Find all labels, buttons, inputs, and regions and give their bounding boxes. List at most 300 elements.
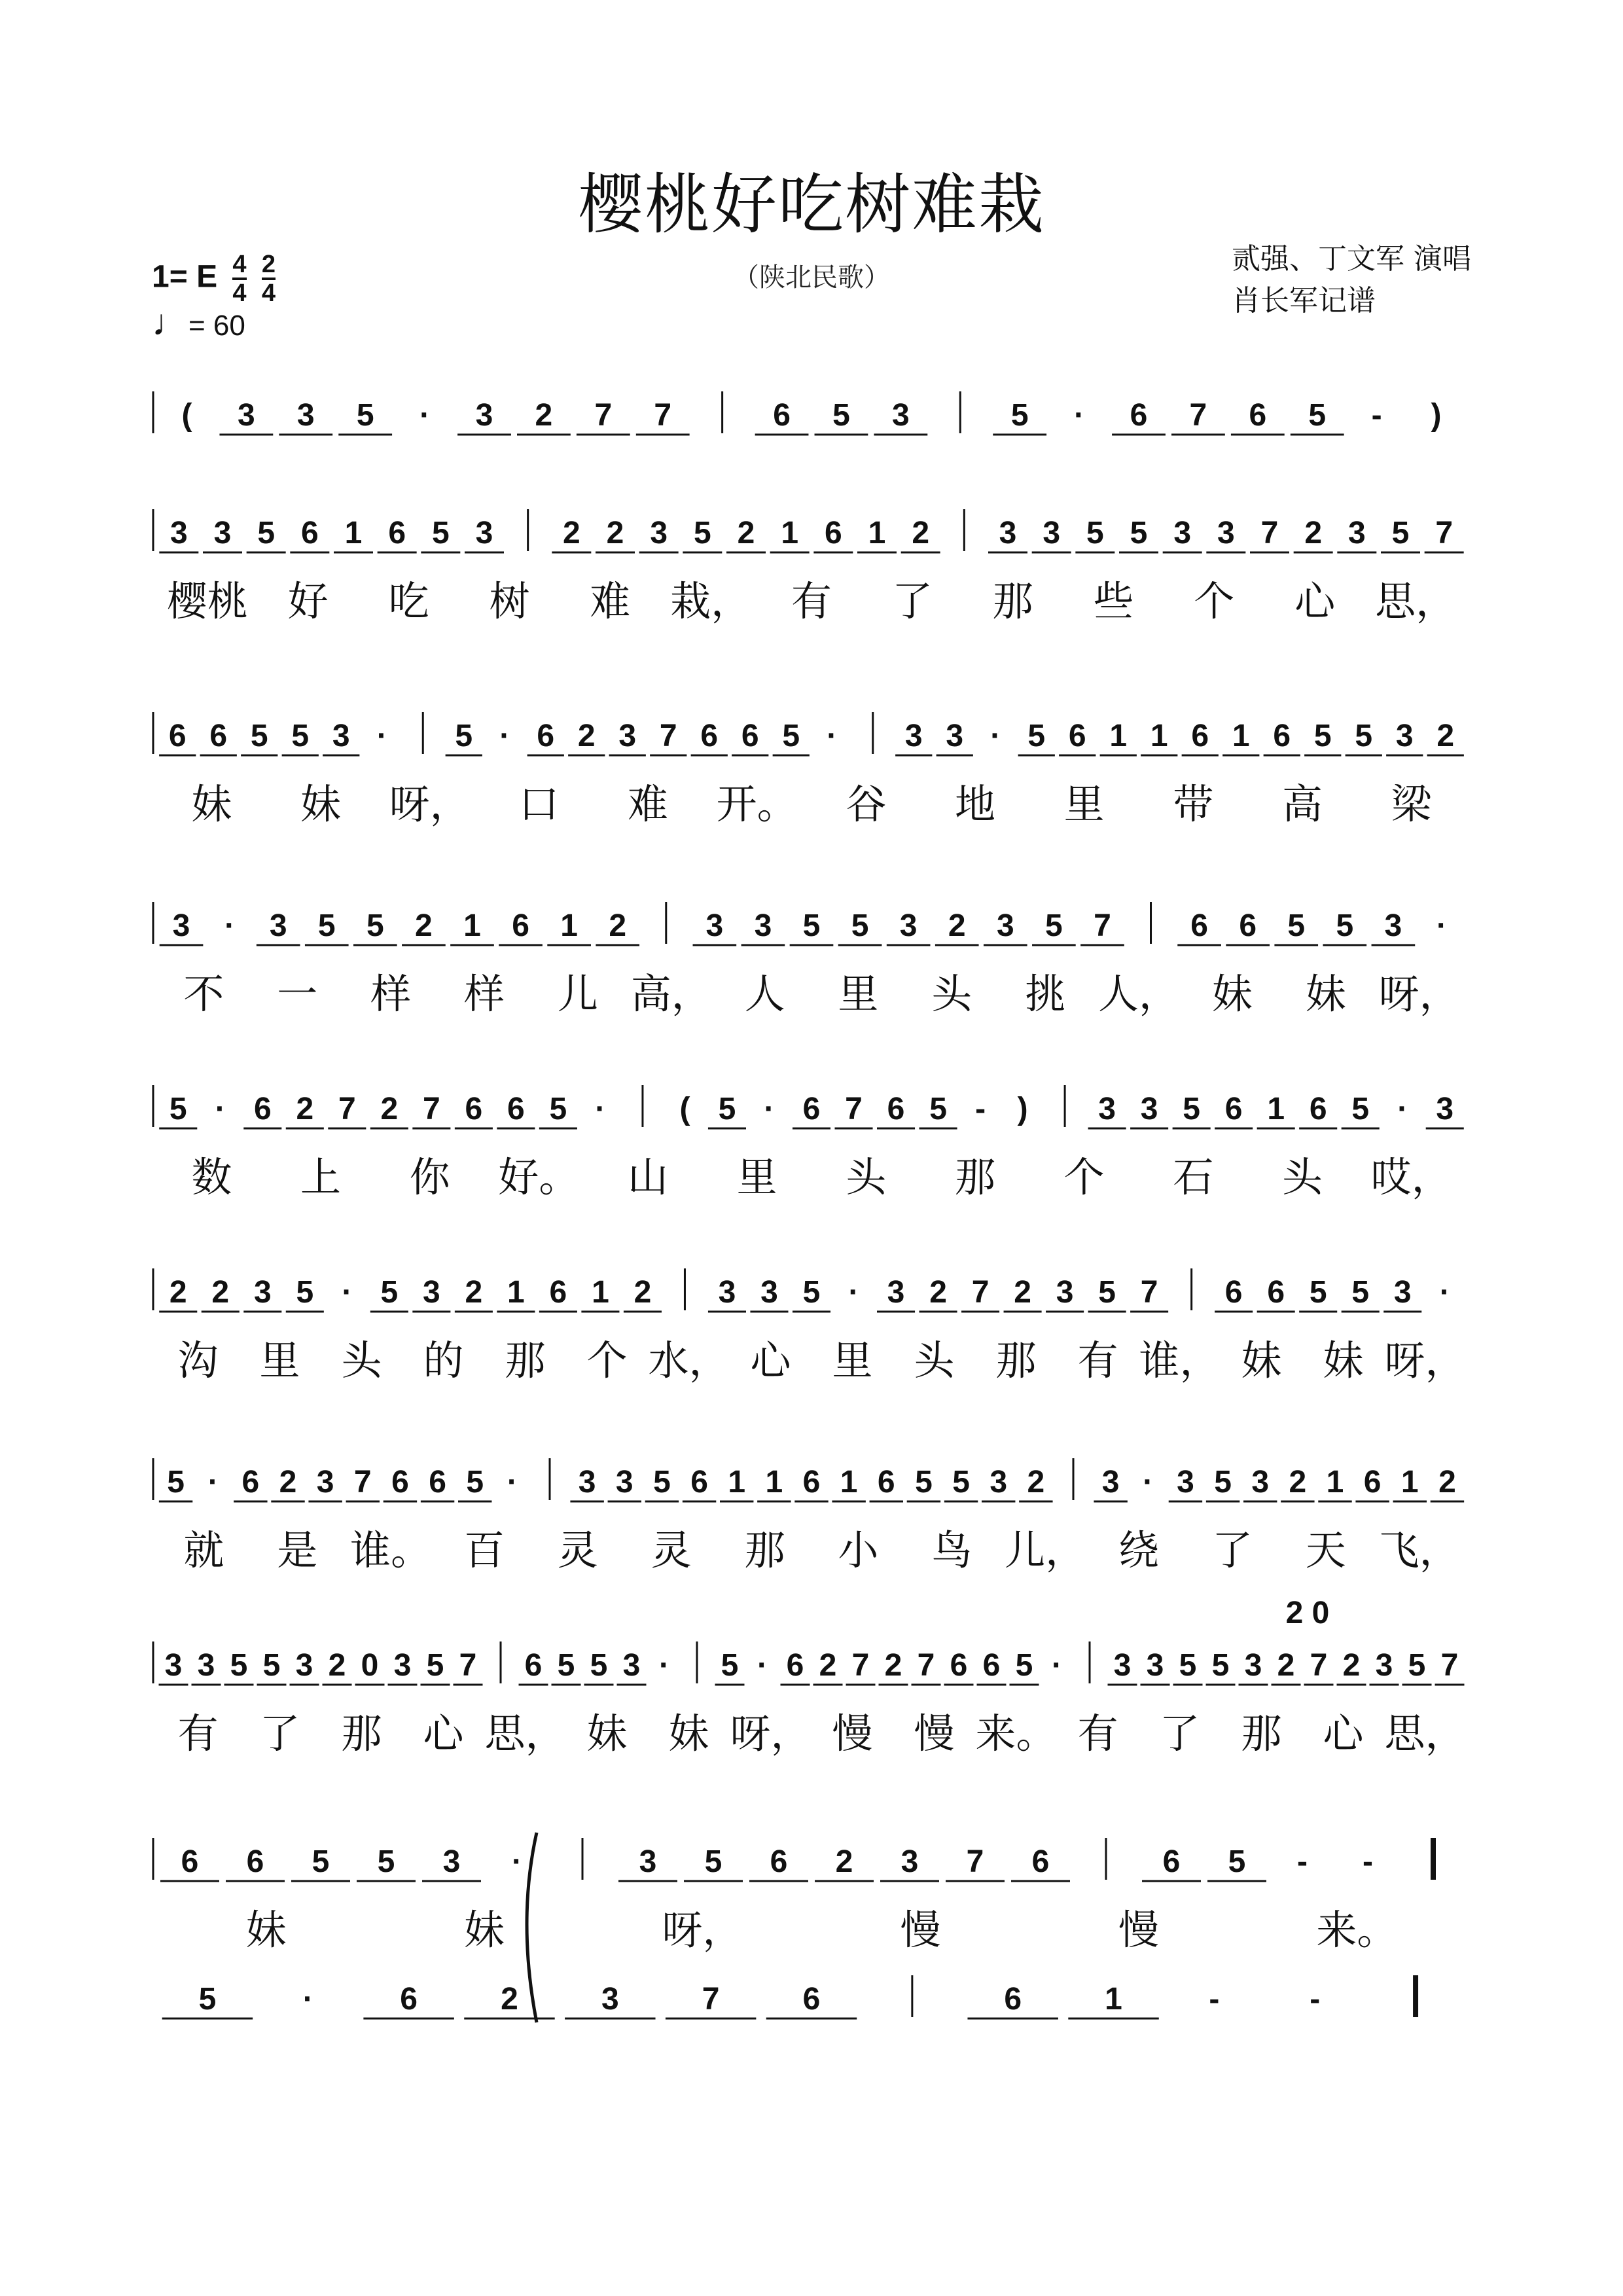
lyric-syllable: 挑 (1025, 970, 1066, 1018)
note: 6 (253, 1092, 272, 1126)
note: 7 (659, 719, 677, 753)
note: 5 (296, 1275, 314, 1310)
augmentation-dot: · (419, 398, 431, 433)
augmentation-dot: · (595, 1092, 606, 1126)
note: 2 (380, 1092, 399, 1126)
note: 6 (1224, 1275, 1243, 1310)
lyric-syllable: 灵 (651, 1526, 692, 1574)
note: 2 (465, 1275, 483, 1310)
time-signature-2: $\frac{2}{4}$ (261, 251, 276, 307)
note: 5 (782, 719, 800, 753)
note: ( (679, 1092, 690, 1126)
note: 3 (1244, 1648, 1262, 1683)
note: 5 (169, 1092, 187, 1126)
lyric-syllable: 谷 (846, 780, 887, 828)
lyric-syllable: 妹 (1241, 1336, 1282, 1384)
note: 3 (718, 1275, 736, 1310)
note: 6 (982, 1648, 1001, 1683)
note: 3 (901, 1844, 919, 1879)
note: 5 (366, 908, 384, 943)
lyric-syllable: 樱桃 (166, 577, 248, 625)
note: 7 (851, 1648, 870, 1683)
lyric-syllable: 个 (586, 1336, 628, 1384)
note: 5 (653, 1465, 671, 1499)
note: 6 (1031, 1844, 1050, 1879)
note: 3 (578, 1465, 596, 1499)
note: 0 (361, 1648, 379, 1683)
note: 6 (388, 516, 406, 550)
lyric-syllable: 呀， (1384, 1336, 1466, 1384)
lyric-syllable: 好。 (498, 1153, 580, 1201)
augmentation-dot: · (1439, 1275, 1450, 1310)
note: 7 (845, 1092, 863, 1126)
lyric-syllable: 栽， (670, 577, 752, 625)
lyric-syllable: 个 (1063, 1153, 1105, 1201)
lyric-syllable: 不 (183, 970, 224, 1018)
note: 6 (773, 398, 791, 433)
augmentation-dot: · (764, 1092, 775, 1126)
note: 5 (1309, 1275, 1327, 1310)
note: 1 (344, 516, 363, 550)
note: 7 (353, 1465, 372, 1499)
note: 1 (1267, 1092, 1285, 1126)
note: 6 (524, 1648, 543, 1683)
note: 2 (535, 398, 553, 433)
lyric-syllable: 思， (484, 1710, 566, 1757)
note: 6 (400, 1982, 418, 2017)
note: 6 (429, 1465, 446, 1499)
augmentation-dot: · (302, 1982, 313, 2017)
note: 5 (250, 719, 268, 753)
note: 5 (257, 516, 276, 550)
note: 3 (1140, 1092, 1158, 1126)
note: 3 (475, 398, 493, 433)
note: 6 (1130, 398, 1148, 433)
note: 3 (269, 908, 287, 943)
lyric-syllable: 树 (489, 577, 530, 625)
note: 5 (1179, 1648, 1197, 1683)
note: 2 (884, 1648, 902, 1683)
note: 3 (946, 719, 964, 753)
note: 1 (765, 1465, 783, 1499)
lyric-syllable: 那 (505, 1336, 546, 1384)
note: 2 (169, 1275, 187, 1310)
lyric-syllable: 那 (1241, 1710, 1282, 1757)
note: 5 (1045, 908, 1063, 943)
augmentation-dot: · (499, 719, 510, 753)
lyric-syllable: 有 (177, 1710, 219, 1757)
lyric-syllable: 了 (259, 1710, 300, 1757)
augmentation-dot: · (1052, 1648, 1062, 1683)
note: 7 (1094, 908, 1111, 943)
note: 3 (253, 1275, 272, 1310)
lyric-syllable: 儿， (1005, 1526, 1086, 1574)
note: 6 (1190, 908, 1208, 943)
note: 3 (1098, 1092, 1116, 1126)
note: 6 (824, 516, 842, 550)
note: 5 (802, 1275, 821, 1310)
note: 7 (1310, 1648, 1328, 1683)
lyric-syllable: 心 (423, 1710, 464, 1757)
note: 3 (1173, 516, 1192, 550)
lyric-syllable: 那 (954, 1153, 996, 1201)
lyric-syllable: 带 (1173, 780, 1214, 828)
lyric-syllable: 妹 (1211, 970, 1253, 1018)
lyric-syllable: 呀， (1378, 970, 1460, 1018)
lyric-syllable: 沟 (177, 1336, 219, 1384)
note: 5 (832, 398, 850, 433)
time-signature-1: $\frac{4}{4}$ (232, 251, 247, 307)
note: 7 (594, 398, 613, 433)
lyric-syllable: 有 (791, 577, 832, 625)
note: 2 (279, 1465, 297, 1499)
augmentation-dot: · (224, 908, 236, 943)
note: 6 (209, 719, 228, 753)
lyric-syllable: 有 (1077, 1336, 1118, 1384)
note: 5 (1086, 516, 1104, 550)
lyric-syllable: 谁， (1139, 1336, 1221, 1384)
note: 6 (465, 1092, 483, 1126)
note: 6 (1224, 1092, 1243, 1126)
augmentation-dot: · (507, 1465, 518, 1499)
note: 6 (241, 1465, 260, 1499)
note: 6 (300, 516, 319, 550)
lyric-syllable: 思， (1384, 1710, 1466, 1757)
note: 7 (1140, 1275, 1158, 1310)
note: 3 (1384, 908, 1402, 943)
lyric-syllable: 妹 (1305, 970, 1346, 1018)
lyric-syllable: 梁 (1391, 780, 1432, 828)
note: 3 (1113, 1648, 1132, 1683)
note: 3 (238, 398, 255, 433)
augmentation-dot: · (757, 1648, 768, 1683)
note: 5 (380, 1275, 399, 1310)
note: 5 (802, 908, 821, 943)
note: 1 (840, 1465, 858, 1499)
lyric-syllable: 了 (1211, 1526, 1253, 1574)
note: 7 (423, 1092, 440, 1126)
lyric-syllable: 心 (750, 1336, 791, 1384)
lyric-syllable: 上 (300, 1153, 342, 1201)
lyric-syllable: 是 (277, 1526, 318, 1574)
lyric-syllable: 里 (259, 1336, 300, 1384)
lyric-syllable: 口 (518, 780, 560, 828)
lyric-syllable: 思， (1375, 577, 1457, 625)
note: 7 (702, 1982, 720, 2017)
note: 2 (1342, 1648, 1361, 1683)
lyric-syllable: 吃 (388, 577, 429, 625)
note: 3 (1395, 719, 1414, 753)
note: 1 (463, 908, 481, 943)
note: ( (181, 398, 192, 433)
note: 3 (296, 398, 315, 433)
note: 5 (704, 1844, 722, 1879)
note: 3 (760, 1275, 778, 1310)
note: 2 (609, 908, 627, 943)
note: 3 (996, 908, 1014, 943)
note: 5 (549, 1092, 567, 1126)
note: 5 (1098, 1275, 1116, 1310)
note: 5 (1214, 1465, 1232, 1499)
note: 1 (592, 1275, 609, 1310)
note: 5 (851, 908, 869, 943)
lyric-syllable: 百 (463, 1526, 505, 1574)
note: 6 (877, 1465, 895, 1499)
lyric-syllable: 开。 (716, 780, 798, 828)
note: 5 (721, 1648, 739, 1683)
note: 3 (887, 1275, 905, 1310)
song-title: 樱桃好吃树难栽 (578, 166, 1045, 243)
note: 3 (899, 908, 918, 943)
note: 6 (786, 1648, 804, 1683)
note: 3 (615, 1465, 633, 1499)
note: 3 (1056, 1275, 1074, 1310)
note: 1 (560, 908, 578, 943)
note: 3 (332, 719, 350, 753)
note: 6 (690, 1465, 708, 1499)
note: 5 (1391, 516, 1410, 550)
dash: - (1363, 1844, 1373, 1879)
note: 1 (728, 1465, 746, 1499)
note: 5 (1010, 398, 1029, 433)
augmentation-dot: · (342, 1275, 353, 1310)
lyric-syllable: 难 (590, 577, 631, 625)
augmentation-dot: · (848, 1275, 859, 1310)
note: 5 (455, 719, 473, 753)
note: 2 (819, 1648, 837, 1683)
note: 5 (466, 1465, 484, 1499)
note: 7 (966, 1844, 984, 1879)
note: 1 (868, 516, 886, 550)
note: 2 (328, 1648, 346, 1683)
lyric-syllable: 些 (1093, 577, 1134, 625)
augmentation-dot: · (376, 719, 387, 753)
note: 5 (1336, 908, 1354, 943)
note: 2 (211, 1275, 230, 1310)
dash: - (975, 1092, 986, 1126)
note: 5 (915, 1465, 933, 1499)
note: 1 (1150, 719, 1168, 753)
note: 6 (887, 1092, 905, 1126)
note: 3 (1146, 1648, 1164, 1683)
note: 5 (167, 1465, 185, 1499)
note: 2 (501, 1982, 518, 2017)
lyric-syllable: 心 (1323, 1710, 1364, 1757)
note: 2 (912, 516, 930, 550)
lyric-syllable: 高 (1281, 780, 1323, 828)
note: 3 (650, 516, 668, 550)
lyric-syllable: 样 (463, 970, 505, 1018)
lyric-syllable: 妹 (300, 780, 342, 828)
note: 5 (1351, 1092, 1370, 1126)
note: 6 (512, 908, 529, 943)
note: 2 (737, 516, 755, 550)
note: 6 (1239, 908, 1257, 943)
note: 3 (639, 1844, 657, 1879)
lyric-syllable: 里 (736, 1153, 777, 1201)
note: 6 (1162, 1844, 1181, 1879)
note: 3 (172, 908, 190, 943)
note: 5 (317, 908, 336, 943)
note: 3 (1436, 1092, 1454, 1126)
lyric-syllable: 妹 (1323, 1336, 1364, 1384)
note: 1 (507, 1275, 525, 1310)
note: 6 (802, 1465, 821, 1499)
note: 2 (633, 1275, 652, 1310)
note: 6 (391, 1465, 409, 1499)
lyric-syllable: 那 (992, 577, 1033, 625)
lyric-syllable: 妹 (191, 780, 232, 828)
lyric-syllable: 了 (891, 577, 933, 625)
note: 6 (802, 1092, 821, 1126)
lyric-syllable: 有 (1077, 1710, 1118, 1757)
note: 7 (338, 1092, 356, 1126)
note: 5 (356, 398, 374, 433)
lyric-syllable: 的 (423, 1336, 464, 1384)
note: 6 (1267, 1275, 1285, 1310)
note: 5 (1015, 1648, 1033, 1683)
note: 5 (1313, 719, 1332, 753)
note: 6 (1309, 1092, 1327, 1126)
lyric-syllable: 鸟 (931, 1526, 972, 1574)
lyric-syllable: 妹 (245, 1906, 287, 1954)
note: 3 (1101, 1465, 1120, 1499)
lyric-syllable: 难 (627, 780, 669, 828)
lyric-syllable: 头 (846, 1153, 887, 1201)
note: 5 (693, 516, 711, 550)
lyric-syllable: 绕 (1118, 1526, 1160, 1574)
dash: - (1297, 1844, 1308, 1879)
note: 5 (1355, 719, 1373, 753)
dash: - (1209, 1982, 1220, 2017)
note: 1 (1232, 719, 1250, 753)
augmentation-dot: · (207, 1465, 219, 1499)
lyric-syllable: 妹 (586, 1710, 628, 1757)
note: 3 (164, 1648, 183, 1683)
note: 6 (1068, 719, 1086, 753)
note: 3 (1347, 516, 1366, 550)
lyric-syllable: 呀， (662, 1906, 743, 1954)
augmentation-dot: · (512, 1844, 522, 1879)
alternate-notation: 2 0 (1285, 1596, 1330, 1630)
lyric-syllable: 慢 (832, 1710, 873, 1757)
lyric-syllable: 谁。 (350, 1526, 432, 1574)
note: 6 (168, 719, 187, 753)
lyric-syllable: 好 (287, 577, 329, 625)
note: 3 (999, 516, 1017, 550)
note: 6 (950, 1648, 968, 1683)
lyric-syllable: 灵 (557, 1526, 598, 1574)
note: 2 (1436, 719, 1455, 753)
lyric-syllable: 那 (744, 1526, 785, 1574)
note: 3 (1393, 1275, 1412, 1310)
lyric-syllable: 人 (744, 970, 785, 1018)
augmentation-dot: · (659, 1648, 669, 1683)
lyric-syllable: 儿 (557, 970, 598, 1018)
note: 2 (296, 1092, 314, 1126)
note: 6 (1004, 1982, 1022, 2017)
lyric-syllable: 水， (648, 1336, 730, 1384)
note: 3 (316, 1465, 334, 1499)
note: 3 (213, 516, 232, 550)
note: 6 (1363, 1465, 1382, 1499)
lyric-syllable: 呀， (730, 1710, 812, 1757)
note: 5 (590, 1648, 608, 1683)
note: 2 (1438, 1465, 1456, 1499)
note: 5 (1287, 908, 1306, 943)
note: 3 (1217, 516, 1235, 550)
augmentation-dot: · (1397, 1092, 1408, 1126)
lyric-syllable: 人， (1097, 970, 1180, 1018)
repeat-bracket (527, 1833, 537, 2022)
note: 6 (770, 1844, 788, 1879)
lyric-syllable: 小 (838, 1526, 879, 1574)
lyric-syllable: 慢 (1118, 1906, 1160, 1954)
lyric-syllable: 头 (931, 970, 972, 1018)
note: 6 (802, 1982, 821, 2017)
note: 3 (295, 1648, 313, 1683)
note: 3 (442, 1844, 461, 1879)
note: 1 (1109, 719, 1128, 753)
note: 7 (654, 398, 672, 433)
note: 7 (1440, 1648, 1459, 1683)
note: 7 (1189, 398, 1207, 433)
note: 5 (312, 1844, 330, 1879)
lyric-syllable: 你 (409, 1153, 450, 1201)
note: 1 (1105, 1982, 1122, 2017)
note: 2 (1289, 1465, 1307, 1499)
lyric-syllable: 头 (341, 1336, 382, 1384)
note: 3 (618, 719, 637, 753)
note: 6 (549, 1275, 567, 1310)
lyric-syllable: 呀， (389, 780, 471, 828)
note: 3 (601, 1982, 619, 2017)
note: 5 (230, 1648, 248, 1683)
augmentation-dot: · (1074, 398, 1085, 433)
note: 5 (1351, 1275, 1370, 1310)
lyric-syllable: 那 (341, 1710, 382, 1757)
note: 5 (377, 1844, 395, 1879)
note: 7 (917, 1648, 935, 1683)
note: 5 (1228, 1844, 1246, 1879)
quarter-note-icon: ♩ (152, 302, 188, 343)
tempo-value: = 60 (188, 310, 245, 342)
dash: - (1371, 398, 1382, 433)
lyric-syllable: 了 (1159, 1710, 1200, 1757)
note: 5 (1408, 1648, 1426, 1683)
augmentation-dot: · (1436, 908, 1447, 943)
note: 5 (1027, 719, 1046, 753)
lyric-syllable: 慢 (900, 1906, 941, 1954)
note: 2 (415, 908, 433, 943)
note: 5 (198, 1982, 217, 2017)
lyric-syllable: 来。 (975, 1710, 1057, 1757)
note: 6 (1249, 398, 1267, 433)
lyric-syllable: 天 (1305, 1526, 1346, 1574)
lyric-syllable: 山 (627, 1153, 669, 1201)
note: 1 (781, 516, 799, 550)
lyric-syllable: 头 (1281, 1153, 1323, 1201)
note: 3 (892, 398, 910, 433)
lyric-syllable: 就 (183, 1526, 224, 1574)
note: 5 (291, 719, 310, 753)
note: 5 (1308, 398, 1327, 433)
note: 5 (426, 1648, 444, 1683)
augmentation-dot: · (1143, 1465, 1154, 1499)
lyric-syllable: 一 (277, 970, 318, 1018)
note: 1 (1326, 1465, 1344, 1499)
lyric-syllable: 慢 (914, 1710, 955, 1757)
